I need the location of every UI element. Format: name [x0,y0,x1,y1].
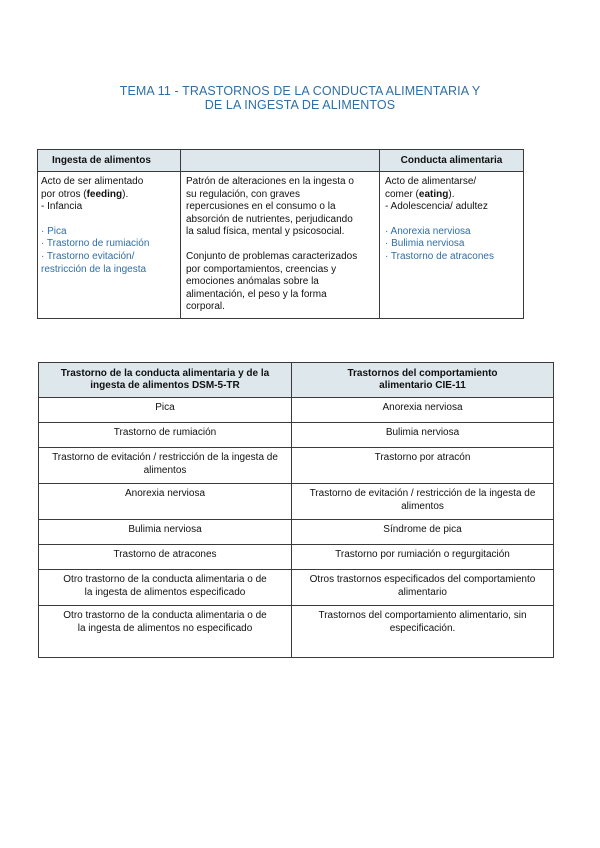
conducta-item: · Bulimia nerviosa [385,238,465,250]
definition-line: alimentación, el peso y la forma [186,288,327,300]
page-title [0,84,600,112]
table-row [39,423,554,448]
header-empty [181,150,380,172]
table-row [39,545,554,570]
definitions-header-row [38,150,524,172]
header-cie: Trastornos del comportamiento alimentario CIE-11 [292,363,554,398]
cie-cell: Trastorno por atracón [292,448,554,484]
conducta-intro-2-pre: comer ( [385,188,419,200]
cie-cell: Otros trastornos especificados del comportamiento alimentario [292,570,554,606]
conducta-intro-2-post: ). [448,188,455,200]
cie-cell: Bulimia nerviosa [292,423,554,448]
dsm-cell: Otro trastorno de la conducta alimentaria o de la ingesta de alimentos especificado [39,570,292,606]
definition-line: la salud física, mental y psicosocial. [186,226,345,238]
classification-header-row [39,363,554,398]
definition-line: Patrón de alteraciones en la ingesta o [186,176,354,187]
definitions-table [37,149,524,319]
header-dsm: Trastorno de la conducta alimentaria y de la ingesta de alimentos DSM-5-TR [39,363,292,398]
table-row [39,398,554,423]
ingesta-item: · Trastorno evitación/ [41,250,135,262]
ingesta-stage: - Infancia [41,201,83,213]
conducta-cell [380,172,524,319]
conducta-term: eating [418,188,449,200]
definitions-body-row [38,172,524,319]
dsm-cell: Pica [39,398,292,423]
ingesta-item: · Trastorno de rumiación [41,238,150,250]
title-line-1: TEMA 11 - TRASTORNOS DE LA CONDUCTA ALIMENTARIA Y [119,84,481,98]
dsm-cell: Otro trastorno de la conducta alimentaria o de la ingesta de alimentos no especificado [39,606,292,658]
dsm-cell: Trastorno de evitación / restricción de la ingesta de alimentos [39,448,292,484]
definition-line: Conjunto de problemas caracterizados [186,250,358,262]
ingesta-term: feeding [86,188,123,200]
cie-cell: Trastornos del comportamiento alimentario, sin especificación. [292,606,554,658]
ingesta-intro-2 [41,189,177,202]
cie-cell: Síndrome de pica [292,520,554,545]
cie-cell: Anorexia nerviosa [292,398,554,423]
table-row [39,570,554,606]
classification-table [38,362,554,658]
ingesta-intro-2-pre: por otros ( [41,188,87,200]
ingesta-item: · Pica [41,225,67,237]
cie-cell: Trastorno de evitación / restricción de la ingesta de alimentos [292,484,554,520]
cie-cell: Trastorno por rumiación o regurgitación [292,545,554,570]
definition-line: por comportamientos, creencias y [186,263,337,275]
title-line-2: DE LA INGESTA DE ALIMENTOS [204,98,396,112]
dsm-cell: Trastorno de atracones [39,545,292,570]
dsm-cell: Bulimia nerviosa [39,520,292,545]
definition-line: corporal. [186,301,225,313]
ingesta-intro-1: Acto de ser alimentado [41,176,144,187]
definition-line: su regulación, con graves [186,188,300,200]
dsm-cell: Trastorno de rumiación [39,423,292,448]
definition-line: emociones anómalas sobre la [186,276,319,288]
definition-cell [181,172,380,319]
ingesta-cell [38,172,181,319]
table-row [39,520,554,545]
table-row [39,606,554,658]
conducta-intro-2 [385,189,520,202]
ingesta-intro-2-post: ). [122,188,129,200]
conducta-intro-1: Acto de alimentarse/ [385,176,477,187]
table-row [39,484,554,520]
dsm-cell: Anorexia nerviosa [39,484,292,520]
header-conducta: Conducta alimentaria [380,150,524,172]
definition-line: repercusiones en el consumo o la [186,201,336,213]
ingesta-item: restricción de la ingesta [41,263,147,275]
conducta-item: · Anorexia nerviosa [385,225,471,237]
conducta-item: · Trastorno de atracones [385,250,494,262]
conducta-stage: - Adolescencia/ adultez [385,201,488,213]
table-row [39,448,554,484]
definition-line: absorción de nutrientes, perjudicando [186,213,353,225]
header-ingesta: Ingesta de alimentos [38,150,181,172]
